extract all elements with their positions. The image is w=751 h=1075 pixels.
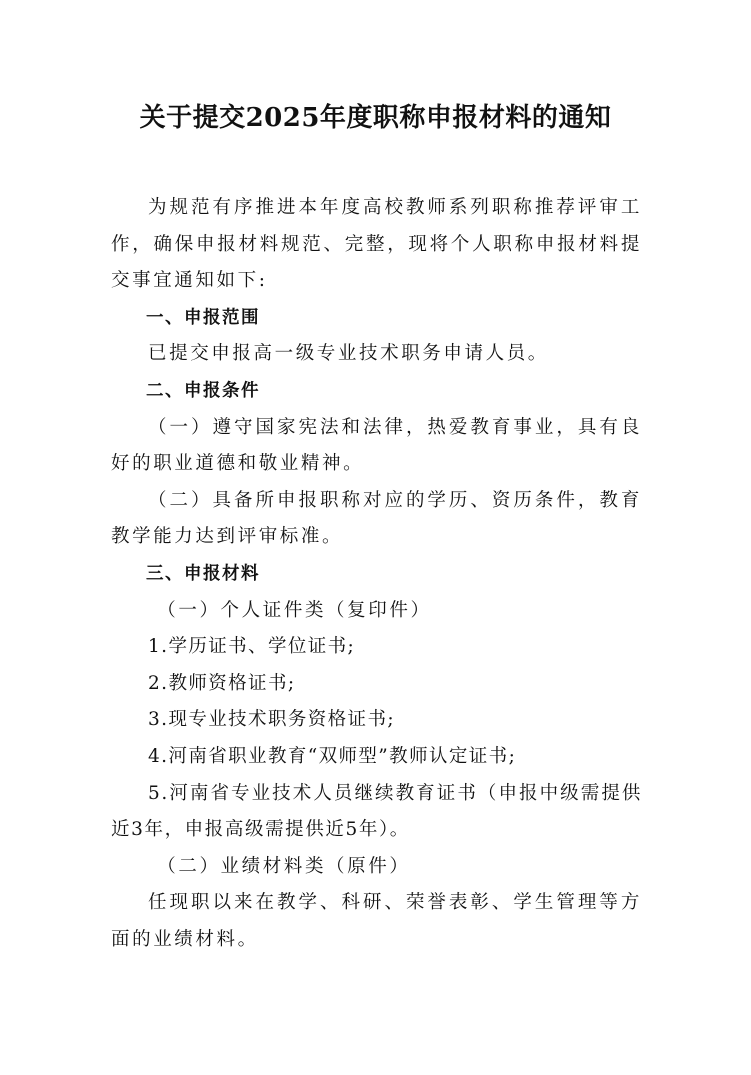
material-item-4: 4.河南省职业教育“双师型”教师认定证书;	[148, 745, 517, 767]
document-title: 关于提交2025年度职称申报材料的通知	[139, 103, 612, 133]
section-2-item-2: （二）具备所申报职称对应的学历、资历条件，教育教学能力达到评审标准。	[111, 489, 642, 548]
material-item-2: 2.教师资格证书;	[148, 672, 296, 694]
section-3-sub-1-heading: （一）个人证件类（复印件）	[157, 599, 432, 621]
section-1-heading: 一、申报范围	[146, 307, 260, 328]
material-item-5: 5.河南省专业技术人员继续教育证书（申报中级需提供近3年，申报高级需提供近5年）。	[111, 782, 642, 841]
material-item-1: 1.学历证书、学位证书;	[148, 636, 356, 658]
section-3-sub-2-text: 任现职以来在教学、科研、荣誉表彰、学生管理等方面的业绩材料。	[111, 892, 642, 950]
section-2-item-1: （一）遵守国家宪法和法律，热爱教育事业，具有良好的职业道德和敬业精神。	[111, 416, 642, 475]
section-2-heading: 二、申报条件	[146, 380, 260, 401]
section-3-heading: 三、申报材料	[146, 563, 260, 584]
intro-paragraph: 为规范有序推进本年度高校教师系列职称推荐评审工作，确保申报材料规范、完整，现将个人职称申报材料提交事宜通知如下:	[111, 197, 642, 292]
section-1-text: 已提交申报高一级专业技术职务申请人员。	[148, 343, 549, 365]
material-item-3: 3.现专业技术职务资格证书;	[148, 709, 395, 731]
document-body	[111, 190, 642, 958]
section-3-sub-2-heading: （二）业绩材料类（原件）	[157, 855, 411, 877]
